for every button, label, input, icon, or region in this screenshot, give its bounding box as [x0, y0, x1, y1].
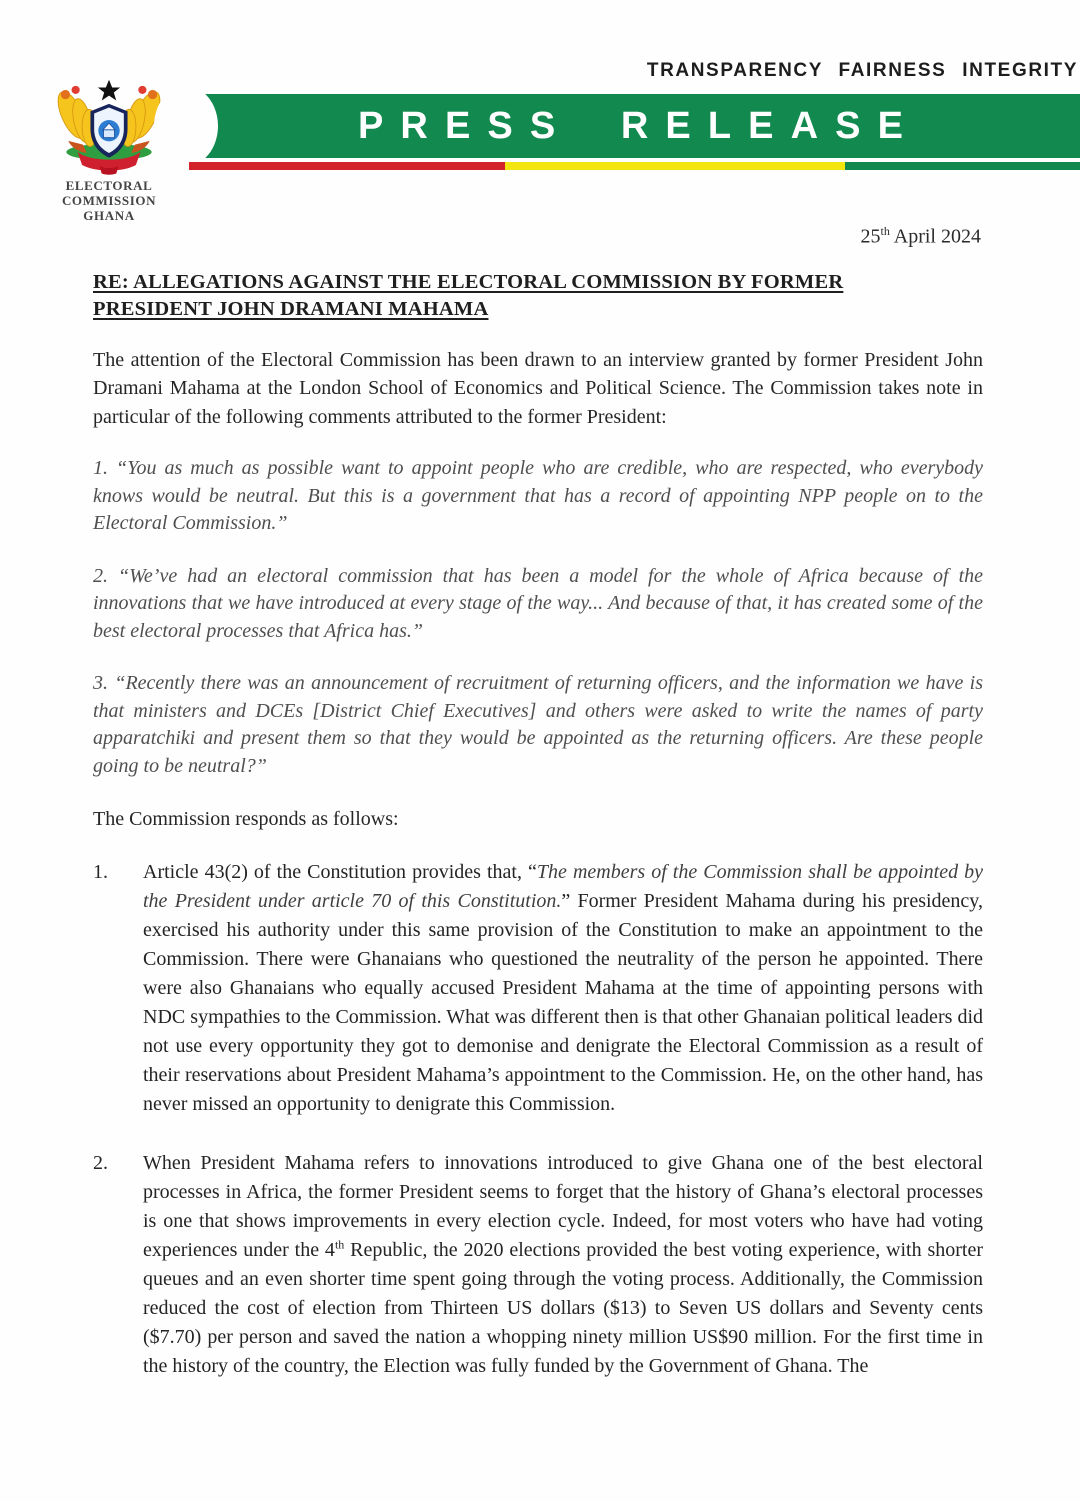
- quote-2-number: 2.: [93, 564, 108, 587]
- response-1-number: 1.: [93, 860, 108, 883]
- quote-1: [93, 455, 983, 538]
- press-release-banner: [188, 94, 1080, 158]
- date-line: [93, 224, 981, 249]
- response-2-after-sup: Republic, the 2020 elections provided the best voting experience, with shorter queues and an even shorter time spent going through the voting process. Additionally, the Commission reduced the cost of election from Thirteen US dollars ($13) to Seven US dollars and Seventy cents ($7.70) per person and saved the nation a whopping ninety million US$90 million. For the first time in the history of the country, the Election was fully funded by the Government of Ghana. The: [143, 1238, 983, 1377]
- date-day: 25: [860, 225, 881, 248]
- response-2-text: [143, 1149, 983, 1381]
- org-name-line2: GHANA: [83, 208, 135, 223]
- quote-2-text: “We’ve had an electoral commission that has been a model for the whole of Africa because of the innovations that we have introduced at every stage of the way... And because of that, it has created some of the best electoral processes that Africa has.”: [93, 564, 984, 642]
- flag-stripe: [189, 162, 1080, 170]
- black-star: [98, 80, 120, 101]
- response-2-number: 2.: [93, 1151, 108, 1174]
- document-body: [93, 224, 983, 1411]
- response-item-1: [93, 858, 983, 1119]
- quote-1-number: 1.: [93, 457, 108, 480]
- response-1-after: ” Former President Mahama during his presidency, exercised his authority under this same provision of the Constitution to make an appointment to the Commission. There were Ghanaians who questioned the neutrality of the person he appointed. There were also Ghanaians who equally accused President Mahama at the time of appointing persons with NDC sympathies to the Commission. What was different then is that other Ghanaian political leaders did not use every opportunity they got to demonise and denigrate the Electoral Commission as a result of their reservations about President Mahama’s appointment to the Commission. He, on the other hand, has never missed an opportunity to denigrate this Commission.: [143, 889, 983, 1115]
- response-2-before-sup: When President Mahama refers to innovations introduced to give Ghana one of the best electoral processes in Africa, the former President seems to forget that the history of Ghana’s electoral processes is one that shows improvements in every election cycle. Indeed, for most voters who have had voting experiences under the 4: [143, 1151, 983, 1261]
- date-rest: April 2024: [889, 225, 981, 248]
- quote-3: [93, 670, 983, 780]
- banner-title: PRESS RELEASE: [357, 104, 921, 147]
- org-name-line1: ELECTORAL COMMISSION: [61, 178, 157, 208]
- intro-paragraph: The attention of the Electoral Commission has been drawn to an interview granted by former President John Dramani Mahama at the London School of Economics and Political Science. The Commission takes note in particular of the following comments attributed to the former President:: [93, 348, 983, 428]
- title-line-2: PRESIDENT JOHN DRAMANI MAHAMA: [93, 297, 489, 320]
- quote-3-number: 3.: [93, 672, 108, 695]
- response-item-2: [93, 1149, 983, 1381]
- response-1-before: Article 43(2) of the Constitution provides that, “: [143, 860, 537, 883]
- title-line-1: RE: ALLEGATIONS AGAINST THE ELECTORAL COMMISSION BY FORMER: [93, 270, 844, 293]
- responds-line: The Commission responds as follows:: [93, 808, 399, 831]
- tagline: TRANSPARENCY FAIRNESS INTEGRITY: [646, 60, 1078, 81]
- date-suffix: th: [880, 224, 890, 238]
- letterhead: [0, 0, 1080, 223]
- quote-2: [93, 563, 983, 646]
- quote-3-text: “Recently there was an announcement of recruitment of returning officers, and the information we have is that ministers and DCEs [District Chief Executives] and others were asked to write the names of party apparatchiki and present them so that they would be appointed as the returning officers. Are these people going to be neutral?”: [93, 672, 983, 777]
- document-title: [93, 269, 983, 323]
- response-1-text: [143, 858, 983, 1119]
- response-2-ordinal-suffix: th: [334, 1237, 345, 1251]
- quote-1-text: “You as much as possible want to appoint people who are credible, who are respected, who everybody knows would be neutral. But this is a government that has a record of appointing NPP people on to the Electoral Commission.”: [93, 457, 984, 535]
- response-1-constitution-quote: The members of the Commission shall be appointed by the President under article 70 of this Constitution.: [143, 860, 984, 912]
